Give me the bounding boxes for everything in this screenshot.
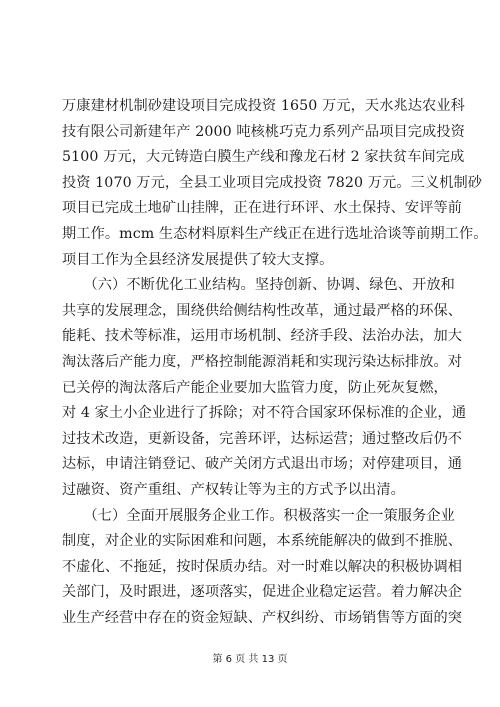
- text-line: 项目已完成土地矿山挂牌，正在进行环评、水土保持、安评等前: [62, 200, 463, 217]
- text-line: 过技术改造，更新设备，完善环评，达标运营；通过整改后仍不: [62, 430, 463, 447]
- text-line: 项目工作为全县经济发展提供了较大支撑。: [62, 251, 334, 268]
- text-line: 万康建材机制砂建设项目完成投资 1650 万元，天水兆达农业科: [62, 98, 465, 114]
- text-line: 投资 1070 万元，全县工业项目完成投资 7820 万元。三义机制砂: [62, 174, 483, 191]
- text-line: 达标，申请注销登记、破产关闭方式退出市场；对停建项目，通: [62, 456, 463, 473]
- text-line: 对 4 家土小企业进行了拆除；对不符合国家环保标准的企业，通: [62, 405, 467, 422]
- text-line: （六）不断优化工业结构。坚持创新、协调、绿色、开放和: [62, 277, 455, 294]
- text-line: 技有限公司新建年产 2000 吨核桃巧克力系列产品项目完成投资: [62, 123, 465, 140]
- text-line: 5100 万元，大元铸造白膜生产线和豫龙石材 2 家扶贫车间完成: [62, 149, 465, 166]
- text-line: 关部门，及时跟进，逐项落实，促进企业稳定运营。着力解决企: [62, 584, 463, 601]
- text-line: 能耗、技术等标准，运用市场机制、经济手段、法治办法，加大: [62, 328, 463, 345]
- text-line: 过融资、资产重组、产权转让等为主的方式予以出清。: [62, 481, 405, 498]
- page-number-footer: 第 6 页 共 13 页: [212, 654, 288, 665]
- text-line: 期工作。mcm 生态材料原料生产线正在进行选址洽谈等前期工作。: [62, 225, 488, 242]
- text-line: 已关停的淘汰落后产能企业要加大监管力度，防止死灰复燃，: [62, 379, 448, 396]
- body-text: [62, 94, 488, 631]
- text-line: （七）全面开展服务企业工作。积极落实一企一策服务企业: [62, 507, 455, 524]
- text-line: 共享的发展理念，围绕供给侧结构性改革，通过最严格的环保、: [62, 302, 463, 319]
- text-line: 业生产经营中存在的资金短缺、产权纠纷、市场销售等方面的突: [62, 609, 463, 626]
- text-line: 制度，对企业的实际困难和问题，本系统能解决的做到不推脱、: [62, 533, 463, 550]
- text-line: 淘汰落后产能力度，严格控制能源消耗和实现污染达标排放。对: [62, 353, 463, 370]
- text-line: 不虚化、不拖延，按时保质办结。对一时难以解决的积极协调相: [62, 558, 463, 575]
